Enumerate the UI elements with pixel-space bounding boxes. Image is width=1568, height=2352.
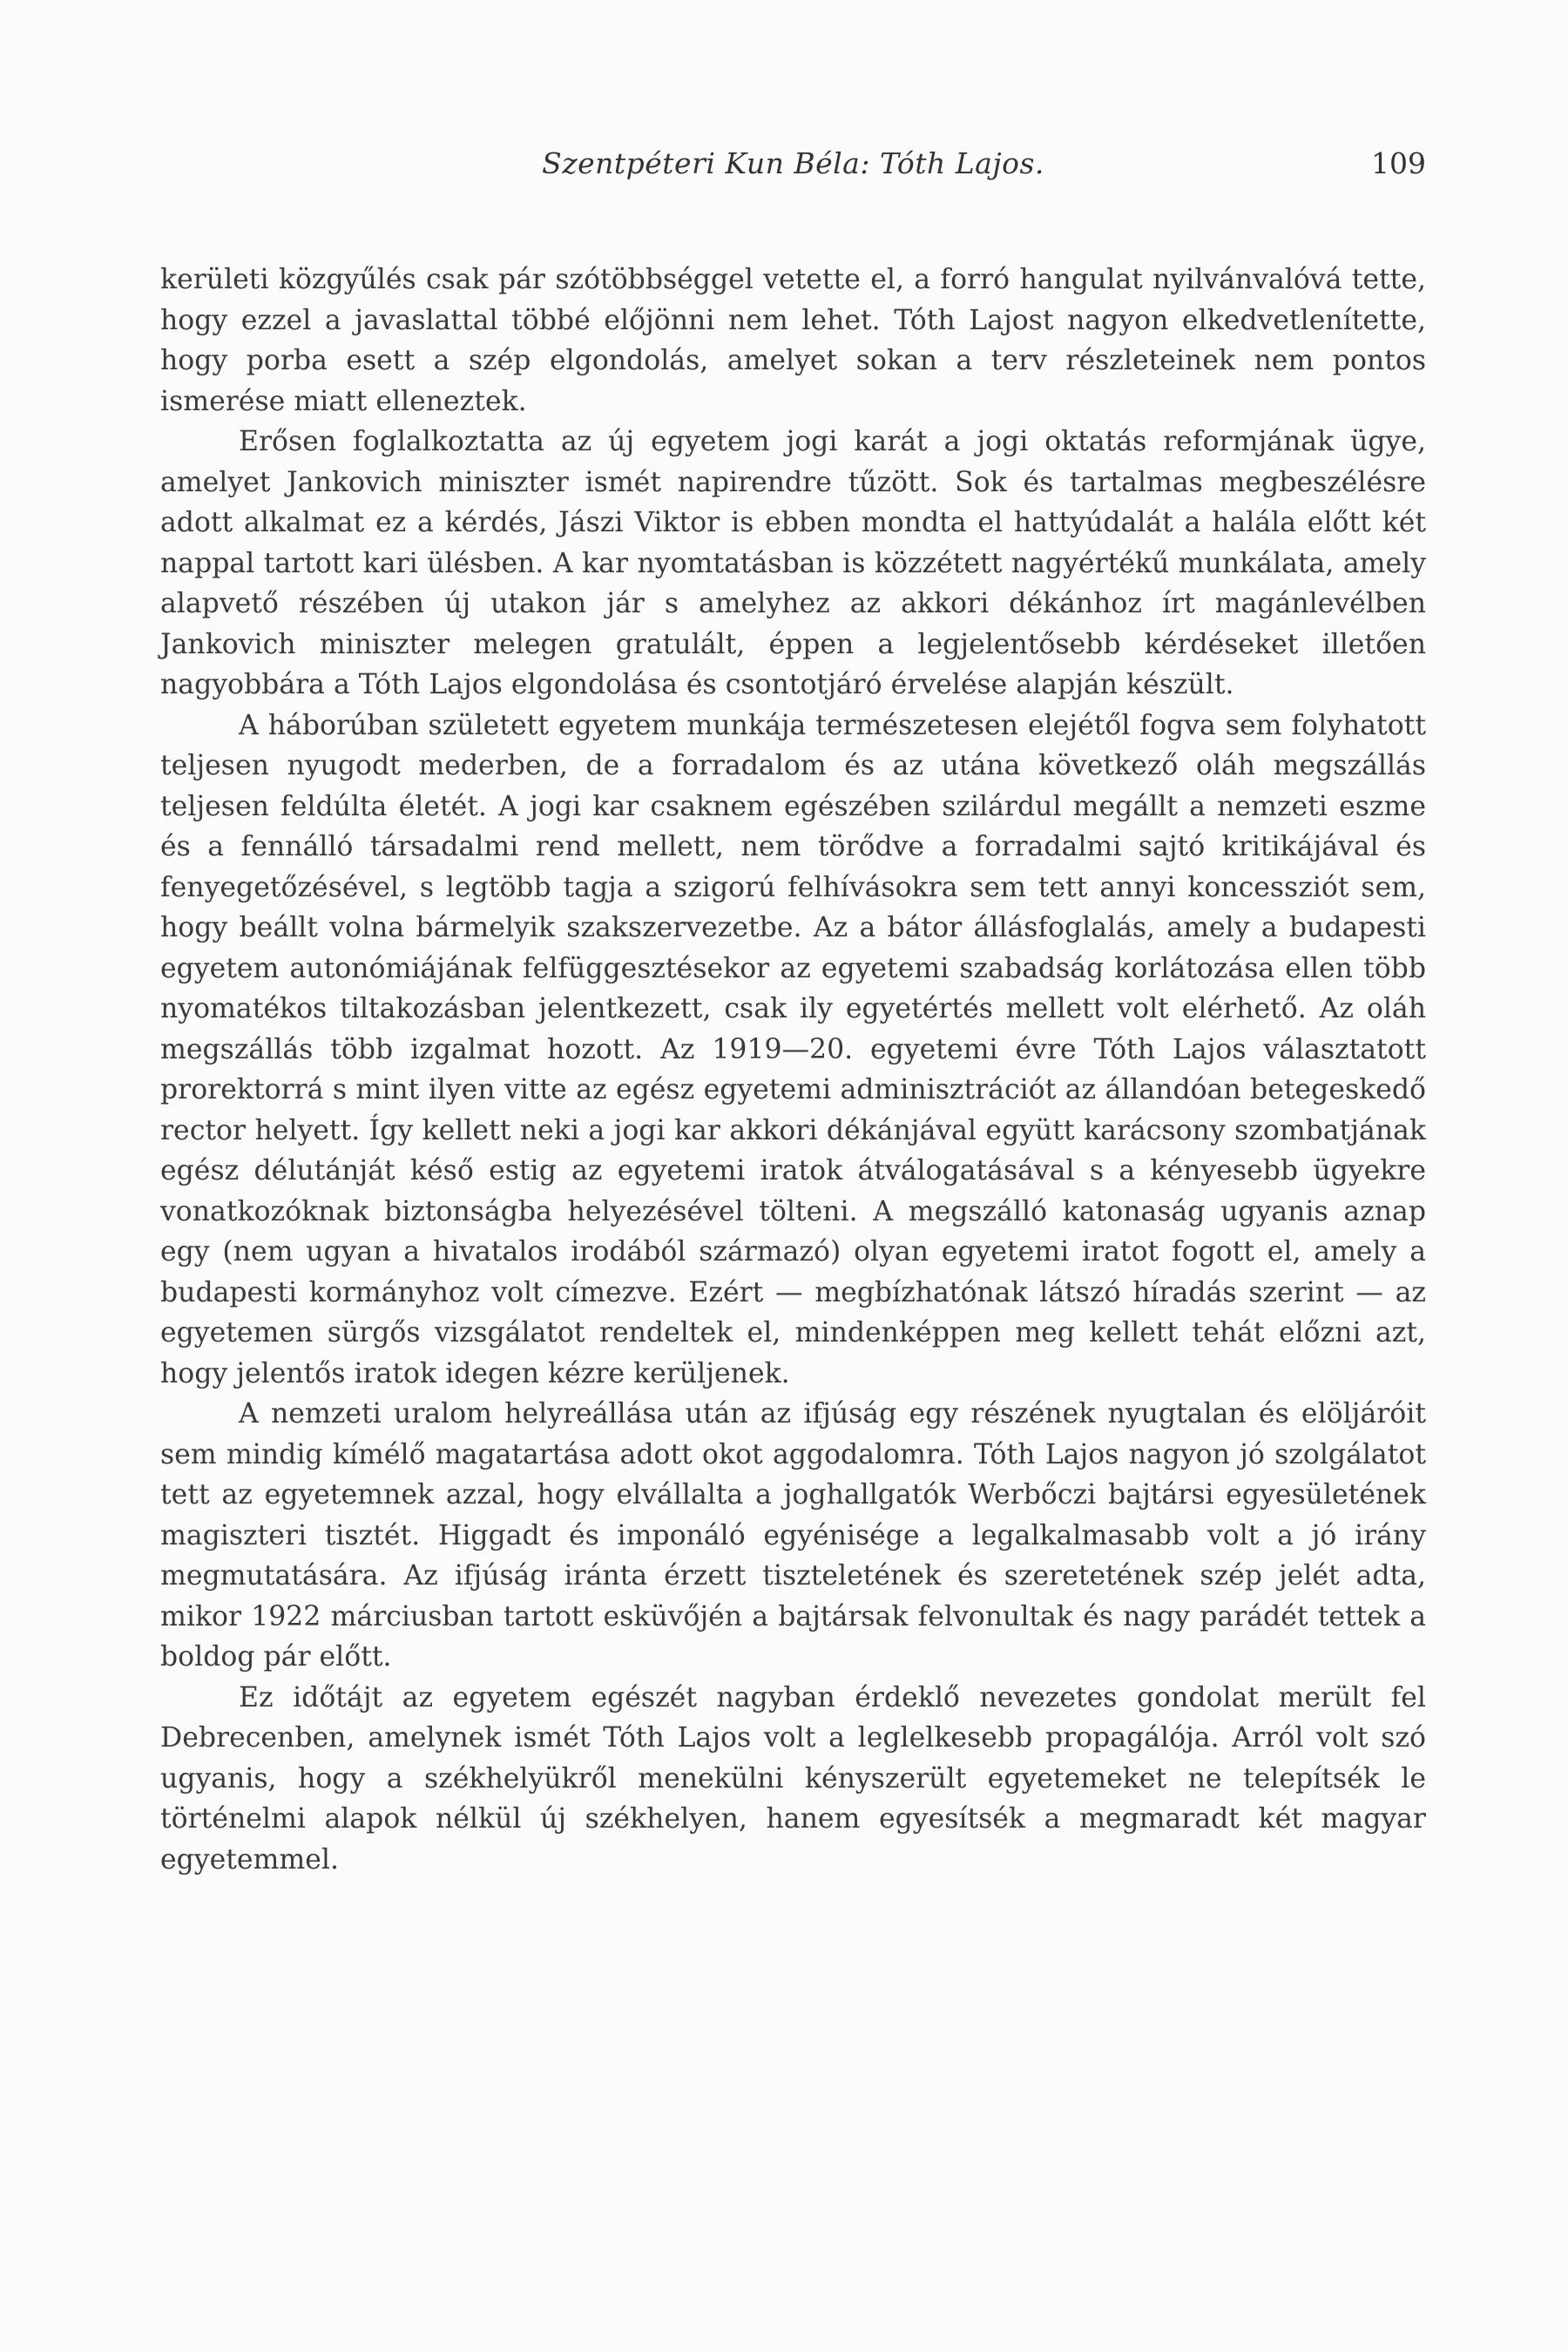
paragraph: Ez időtájt az egyetem egészét nagyban érdeklő nevezetes gondolat merült fel Debrecenben, amelynek ismét Tóth Lajos volt a leglelkesebb propagálója. Arról volt szó ugyanis, hogy a székhelyükről menekülni kényszerült egyetemeket ne telepítsék le történelmi alapok nélkül új székhelyen, hanem egyesítsék a megmaradt két magyar egyetemmel. bbox=[160, 1681, 1426, 1876]
paragraph-continued: kerületi közgyűlés csak pár szótöbbséggel vetette el, a forró hangulat nyilvánvalóvá tette, hogy ezzel a javaslattal többé előjönni nem lehet. Tóth Lajost nagyon elkedvetlenítette, hogy porba esett a szép elgondolás, amelyet sokan a terv részleteinek nem pontos ismerése miatt elleneztek. bbox=[160, 264, 1426, 417]
running-head bbox=[160, 139, 1426, 192]
page-number: 109 bbox=[1371, 146, 1426, 180]
paragraph: A háborúban született egyetem munkája természetesen elejétől fogva sem folyhatott teljesen nyugodt mederben, de a forradalom és az utána következő oláh megszállás teljesen feldúlta életét. A jogi kar csaknem egészében szilárdul megállt a nemzeti eszme és a fennálló társadalmi rend mellett, nem törődve a forradalmi sajtó kritikájával és fenyegetőzésével, s legtöbb tagja a szigorú felhívásokra sem tett annyi koncessziót sem, hogy beállt volna bármelyik szakszervezetbe. Az a bátor állásfoglalás, amely a budapesti egyetem autonómiájának felfüggesztésekor az egyetemi szabadság korlátozása ellen több nyomatékos tiltakozásban jelentkezett, csak ily egyetértés mellett volt elérhető. Az oláh megszállás több izgalmat hozott. Az 1919—20. egyetemi évre Tóth Lajos választatott prorektorrá s mint ilyen vitte az egész egyetemi adminisztrációt az állandóan betegeskedő rector helyett. Így kellett neki a jogi kar akkori dékánjával együtt karácsony szombatjának egész délutánját késő estig az egyetemi iratok átválogatásával s a kényesebb ügyekre vonatkozóknak biztonságba helyezésével tölteni. A megszálló katonaság ugyanis aznap egy (nem ugyan a hivatalos irodából származó) olyan egyetemi iratot fogott el, amely a budapesti kormányhoz volt címezve. Ezért — megbízhatónak látszó híradás szerint — az egyetemen sürgős vizsgálatot rendeltek el, mindenképpen meg kellett tehát előzni azt, hogy jelentős iratok idegen kézre kerüljenek. bbox=[160, 709, 1426, 1389]
body-text bbox=[160, 260, 1426, 1880]
paragraph: A nemzeti uralom helyreállása után az ifjúság egy részének nyugtalan és elöljáróit sem mindig kímélő magatartása adott okot aggodalomra. Tóth Lajos nagyon jó szolgálatot tett az egyetemnek azzal, hogy elvállalta a joghallgatók Werbőczi bajtársi egyesületének magiszteri tisztét. Higgadt és imponáló egyénisége a legalkalmasabb volt a jó irány megmutatására. Az ifjúság iránta érzett tiszteletének és szeretetének szép jelét adta, mikor 1922 márciusban tartott esküvőjén a bajtársak felvonultak és nagy parádét tettek a boldog pár előtt. bbox=[160, 1398, 1426, 1673]
paragraph: Erősen foglalkoztatta az új egyetem jogi karát a jogi oktatás reformjának ügye, amelyet Jankovich miniszter ismét napirendre tűzött. Sok és tartalmas megbeszélésre adott alkalmat ez a kérdés, Jászi Viktor is ebben mondta el hattyúdalát a halála előtt két nappal tartott kari ülésben. A kar nyomtatásban is közzétett nagyértékű munkálata, amely alapvető részében új utakon jár s amelyhez az akkori dékánhoz írt magánlevélben Jankovich miniszter melegen gratulált, éppen a legjelentősebb kérdéseket illetően nagyobbára a Tóth Lajos elgondolása és csontotjáró érvelése alapján készült. bbox=[160, 426, 1426, 700]
running-title: Szentpéteri Kun Béla: Tóth Lajos. bbox=[542, 146, 1044, 180]
